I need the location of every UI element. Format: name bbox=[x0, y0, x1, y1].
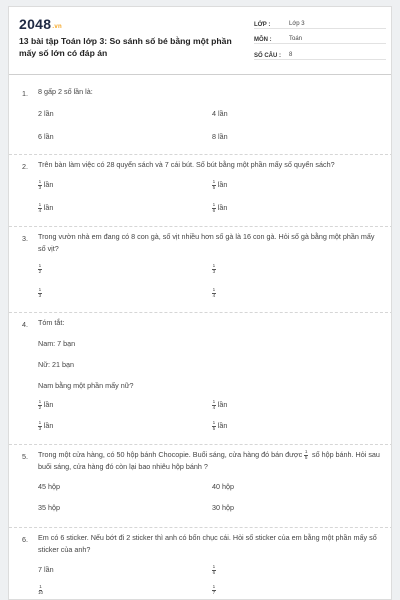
fraction: $\frac{1}{3}$ bbox=[38, 287, 42, 298]
option-d[interactable]: $\frac{1}{5}$ lần bbox=[212, 420, 228, 431]
brand-name: 2048 bbox=[19, 16, 52, 32]
fraction: $\frac{1}{3}$ bbox=[212, 263, 216, 274]
option-c[interactable] bbox=[38, 585, 45, 596]
option-d[interactable] bbox=[212, 585, 218, 596]
brand-logo[interactable] bbox=[19, 16, 62, 32]
fraction: $\frac{1}{5}$ bbox=[304, 448, 308, 460]
meta-row-grade bbox=[254, 15, 386, 29]
option-d[interactable]: $\frac{1}{6}$ lần bbox=[212, 202, 228, 213]
option-b[interactable]: 4 lần bbox=[212, 109, 228, 118]
brand-suffix: .vn bbox=[52, 24, 62, 30]
option-c[interactable]: 6 lần bbox=[38, 132, 54, 141]
option-a[interactable]: 2 lần bbox=[38, 109, 54, 118]
question-5 bbox=[9, 445, 392, 528]
option-b[interactable] bbox=[212, 565, 218, 576]
question-text: Em có 6 sticker. Nếu bớt đi 2 sticker thì anh có bốn chục cái. Hỏi số sticker của em bằng một phần mấy số sticker của anh? bbox=[38, 533, 377, 554]
question-number: 5. bbox=[22, 452, 28, 461]
question-number: 4. bbox=[22, 320, 28, 329]
fraction: $\frac{1}{7}$ bbox=[212, 584, 216, 595]
fraction: $\frac{1}{4}$ bbox=[212, 399, 216, 410]
question-1 bbox=[9, 76, 392, 155]
fraction: $\frac{1}{5}$ bbox=[212, 179, 216, 190]
option-a[interactable]: 45 hộp bbox=[38, 482, 60, 491]
worksheet-header bbox=[9, 7, 391, 75]
question-4 bbox=[9, 313, 392, 445]
option-a[interactable]: $\frac{1}{2}$ lần bbox=[38, 399, 54, 410]
fraction: $\frac{1}{4}$ bbox=[38, 202, 42, 213]
option-c[interactable] bbox=[38, 288, 44, 299]
fraction: $\frac{1}{10}$ bbox=[38, 584, 44, 595]
option-b[interactable]: 40 hộp bbox=[212, 482, 234, 491]
meta-value: Toán bbox=[289, 36, 303, 42]
summary-line-question: Nam bằng một phần mấy nữ? bbox=[38, 381, 134, 390]
fraction: $\frac{1}{2}$ bbox=[38, 263, 42, 274]
question-text: Tóm tắt: bbox=[38, 318, 65, 327]
option-a[interactable]: $\frac{1}{3}$ lần bbox=[38, 179, 54, 190]
fraction: $\frac{1}{6}$ bbox=[212, 564, 216, 575]
question-text: Trên bàn làm việc có 28 quyển sách và 7 cái bút. Số bút bằng một phần mấy số quyển sách? bbox=[38, 160, 335, 169]
meta-label: LỚP : bbox=[254, 21, 271, 28]
question-number: 3. bbox=[22, 234, 28, 243]
question-number: 2. bbox=[22, 162, 28, 171]
summary-line-girls: Nữ: 21 bạn bbox=[38, 360, 74, 369]
option-b[interactable]: $\frac{1}{4}$ lần bbox=[212, 399, 228, 410]
fraction: $\frac{1}{3}$ bbox=[38, 179, 42, 190]
question-number: 6. bbox=[22, 535, 28, 544]
question-3 bbox=[9, 227, 392, 313]
fraction: $\frac{1}{6}$ bbox=[212, 202, 216, 213]
fraction: $\frac{1}{4}$ bbox=[212, 287, 216, 298]
question-text: Trong một cửa hàng, có 50 hộp bánh Chocopie. Buổi sáng, cửa hàng đó bán được $\frac{1}{5}$ số hộp bánh. Hỏi sau buổi sáng, cửa hàng đó còn lại bao nhiêu hộp bánh ? bbox=[38, 448, 380, 471]
fraction: $\frac{1}{5}$ bbox=[212, 420, 216, 431]
meta-value: Lớp 3 bbox=[289, 20, 305, 27]
meta-label: MÔN : bbox=[254, 37, 272, 43]
fraction: $\frac{1}{3}$ bbox=[38, 420, 42, 431]
option-c[interactable]: 35 hộp bbox=[38, 503, 60, 512]
option-d[interactable] bbox=[212, 288, 218, 299]
fraction: $\frac{1}{2}$ bbox=[38, 399, 42, 410]
meta-row-subject bbox=[254, 31, 386, 45]
question-text: Trong vườn nhà em đang có 8 con gà, số vịt nhiều hơn số gà là 16 con gà. Hỏi số gà bằng một phần mấy số vịt? bbox=[38, 232, 375, 253]
document-title: 13 bài tập Toán lớp 3: So sánh số bé bằng một phần mấy số lớn có đáp án bbox=[19, 36, 232, 58]
meta-label: SỐ CÂU : bbox=[254, 52, 281, 59]
meta-value: 8 bbox=[289, 51, 293, 58]
meta-row-count bbox=[254, 46, 386, 60]
question-text: 8 gấp 2 số lần là: bbox=[38, 87, 93, 96]
option-a[interactable]: 7 lần bbox=[38, 565, 54, 574]
option-d[interactable]: 30 hộp bbox=[212, 503, 234, 512]
question-2 bbox=[9, 155, 392, 227]
question-6 bbox=[9, 528, 392, 600]
option-c[interactable]: $\frac{1}{4}$ lần bbox=[38, 202, 54, 213]
summary-line-boys: Nam: 7 bạn bbox=[38, 339, 76, 348]
option-d[interactable]: 8 lần bbox=[212, 132, 228, 141]
option-c[interactable]: $\frac{1}{3}$ lần bbox=[38, 420, 54, 431]
option-b[interactable]: $\frac{1}{5}$ lần bbox=[212, 179, 228, 190]
worksheet-page bbox=[8, 6, 392, 600]
option-b[interactable] bbox=[212, 264, 218, 275]
option-a[interactable] bbox=[38, 264, 44, 275]
meta-panel bbox=[254, 15, 386, 62]
question-number: 1. bbox=[22, 89, 28, 98]
